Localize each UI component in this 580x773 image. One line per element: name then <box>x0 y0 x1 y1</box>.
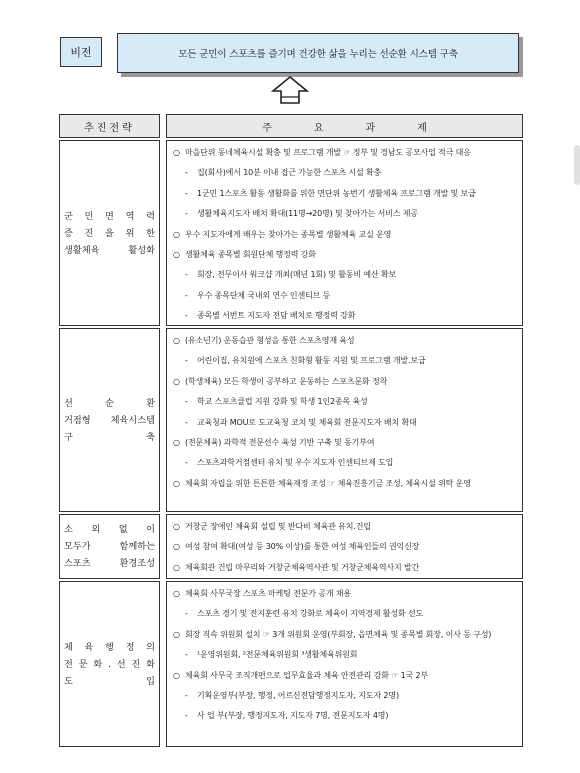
strategy-line: 도 입 <box>64 675 155 687</box>
tasks-header-char: 요 <box>313 122 324 134</box>
strategy-header: 추진전략 <box>59 114 160 138</box>
task-subitem: - 집(회사)에서 10분 이내 접근 가능한 스포츠 시설 확충 <box>185 168 382 178</box>
up-arrow-icon <box>270 75 310 105</box>
scrollbar[interactable] <box>574 145 580 185</box>
task-item: ○ (유소년기) 운동습관 형성을 통한 스포츠영재 육성 <box>173 336 355 345</box>
task-item: ○ 생활체육 종목별 회원단체 행정력 강화 <box>173 249 316 259</box>
tasks-cell <box>166 581 523 747</box>
task-subitem: - 스포츠과학거점센터 유치 및 우수 지도자 인센티브제 도입 <box>185 458 394 468</box>
task-item: ○ 회장 직속 위원회 설치 ☞ 3개 위원회 운영(부회장, 읍면체육 및 종목별 회장, 이사 등 구성) <box>173 629 492 639</box>
strategy-line: 증 진 을 위 한 <box>64 227 155 239</box>
task-item: ○ 체육회 사무국장 스포츠 마케팅 전문가 공개 채용 <box>173 589 351 598</box>
tasks-cell <box>166 140 523 326</box>
strategy-line: 생활체육 활성화 <box>64 244 155 256</box>
task-subitem: - 종목별 서번트 지도자 전담 배치로 행정력 강화 <box>185 311 356 321</box>
task-item: ○ 체육회 사무국 조직개편으로 업무효율과 체육 안전관리 강화 ☞ 1국 2부 <box>173 670 429 680</box>
task-subitem: - 1군민 1스포츠 활동 생활화를 위한 면단위 농번기 생활체육 프로그램 개발 및 보급 <box>185 188 476 198</box>
task-subitem: - 학교 스포츠클럽 지원 강화 및 학생 1인2종목 육성 <box>185 397 368 407</box>
task-subitem: - 우수 종목단체 국내외 연수 인센티브 등 <box>185 290 331 300</box>
strategy-line: 선 순 환 <box>64 397 155 409</box>
strategy-line: 구 축 <box>64 431 155 443</box>
tasks-cell <box>166 514 523 579</box>
strategy-cell <box>59 514 160 579</box>
task-subitem: - ¹운영위원회, ²전문체육위원회 ³생활체육위원회 <box>185 650 358 660</box>
strategy-line: 소 외 없 이 <box>64 524 155 535</box>
strategy-line: 거점형 체육시스템 <box>64 414 155 426</box>
task-item: ○ 거창군 장애인 체육회 설립 및 반다비 체육관 유치.건립 <box>173 522 371 531</box>
task-item: ○ (전문체육) 과학적 전문선수 육성 기반 구축 및 동기부여 <box>173 437 375 447</box>
task-item: ○ (학생체육) 모든 학생이 공부하고 운동하는 스포츠문화 정착 <box>173 376 388 386</box>
tasks-header-char: 제 <box>417 122 427 134</box>
tasks-header-char: 주 <box>262 122 272 134</box>
task-subitem: - 회장, 전무이사 워크샵 개최(매년 1회) 및 활동비 예산 확보 <box>185 270 397 280</box>
strategy-line: 체 육 행 정 의 <box>64 641 155 653</box>
task-subitem: - 교육청과 MOU로 도교육청 코치 및 체육회 전문지도자 배치 확대 <box>185 417 417 427</box>
strategy-cell <box>59 140 160 326</box>
task-subitem: - 기획운영부(부장, 행정, 어르신전담행정지도자, 지도자 2명) <box>185 690 399 700</box>
task-item: ○ 마을단위 동네체육시설 확충 및 프로그램 개발 ☞ 정부 및 경남도 공모사업 적극 대응 <box>173 148 471 157</box>
strategy-cell <box>59 328 160 512</box>
strategy-line: 군 민 면 역 력 <box>64 210 155 222</box>
task-subitem: - 사 업 부(부장, 행정지도자, 지도자 7명, 전문지도자 4명) <box>185 711 389 721</box>
vision-label: 비전 <box>60 37 102 67</box>
tasks-cell <box>166 328 523 512</box>
tasks-header-char: 과 <box>365 122 376 134</box>
strategy-cell <box>59 581 160 747</box>
tasks-header <box>166 114 523 138</box>
strategy-line: 전 문 화 . 선 진 화 <box>64 658 155 670</box>
task-subitem: - 어린이집, 유치원에 스포츠 친화형 활동 지원 및 프로그램 개발.보급 <box>185 356 426 366</box>
task-item: ○ 체육회관 건립 마무리와 거창군체육역사관 및 거창군체육역사지 발간 <box>173 562 420 572</box>
task-item: ○ 여성 참여 확대(여성 등 30% 이상)를 통한 여성 체육인들의 권익신장 <box>173 542 420 552</box>
task-item: ○ 체육회 자립을 위한 튼튼한 체육재정 조성 ☞ 체육진흥기금 조성, 체육시설 위탁 운영 <box>173 478 471 488</box>
strategy-line: 모두가 함께하는 <box>64 541 155 552</box>
task-subitem: - 생활체육지도자 배치 확대(11명→20명) 및 찾아가는 서비스 제공 <box>185 209 418 219</box>
vision-statement: 모든 군민이 스포츠를 즐기며 건강한 삶을 누리는 선순환 시스템 구축 <box>117 33 519 73</box>
task-item: ○ 우수 지도자에게 배우는 찾아가는 종목별 생활체육 교실 운영 <box>173 229 392 239</box>
task-subitem: - 스포츠 경기 및 전지훈련 유치 강화로 체육이 지역경제 활성화 선도 <box>185 609 424 619</box>
strategy-line: 스포츠 환경조성 <box>64 558 155 569</box>
